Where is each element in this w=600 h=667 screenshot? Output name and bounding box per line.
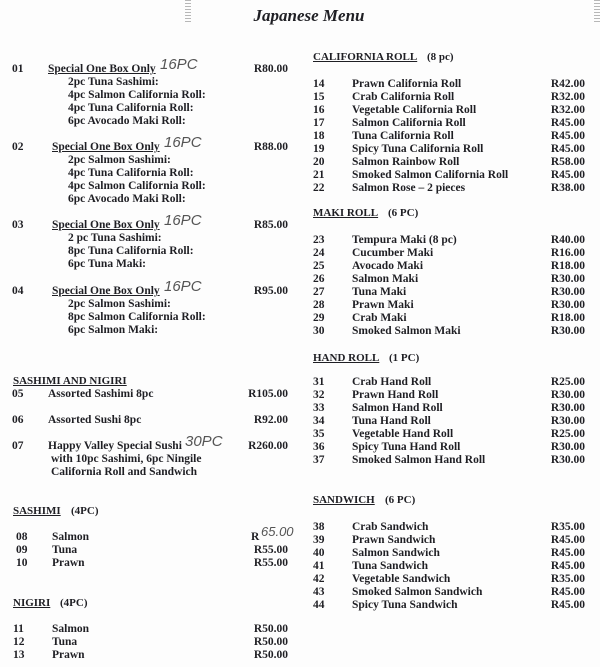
item-name: Spicy Tuna Sandwich	[352, 599, 458, 611]
item-name: Vegetable California Roll	[352, 104, 477, 116]
item-name: Vegetable Sandwich	[352, 573, 451, 585]
item-name: Prawn California Roll	[352, 78, 462, 90]
item-price: R25.00	[550, 428, 585, 440]
item-name: Salmon Maki	[352, 273, 419, 285]
section-pieces: (6 PC)	[388, 207, 419, 219]
item-price: R45.00	[550, 117, 585, 129]
item-price: R45.00	[550, 130, 585, 142]
special-line: 2pc Tuna Sashimi:	[68, 76, 159, 88]
item-number: 37	[313, 454, 325, 466]
item-name: Tuna Maki	[352, 286, 407, 298]
item-number: 09	[16, 544, 28, 556]
item-name: Prawn	[52, 649, 85, 661]
item-name: Tuna California Roll	[352, 130, 454, 142]
special-line: 2pc Salmon Sashimi:	[68, 154, 171, 166]
item-name: Tuna	[52, 636, 78, 648]
item-price: R25.00	[550, 376, 585, 388]
item-name: Prawn	[52, 557, 85, 569]
item-number: 04	[12, 285, 24, 297]
item-price: R92.00	[253, 414, 288, 426]
section-pieces: (1 PC)	[389, 352, 420, 364]
section-pieces: (6 PC)	[385, 494, 416, 506]
item-number: 16	[313, 104, 325, 116]
section-heading: HAND ROLL	[313, 352, 380, 364]
item-number: 36	[313, 441, 325, 453]
item-number: 01	[12, 63, 24, 75]
item-price: R45.00	[550, 599, 585, 611]
special-line: 4pc Salmon California Roll:	[68, 89, 206, 101]
special-title: Special One Box Only	[48, 63, 156, 75]
item-name: Avocado Maki	[352, 260, 424, 272]
item-number: 18	[313, 130, 325, 142]
item-number: 08	[16, 531, 28, 543]
item-number: 33	[313, 402, 325, 414]
handwritten-note: 16PC	[164, 134, 202, 151]
item-number: 13	[13, 649, 25, 661]
special-line: 2pc Salmon Sashimi:	[68, 298, 171, 310]
item-number: 12	[13, 636, 25, 648]
item-number: 20	[313, 156, 325, 168]
item-number: 07	[12, 440, 24, 452]
item-name: Spicy Tuna California Roll	[352, 143, 484, 155]
item-number: 42	[313, 573, 325, 585]
item-price: R30.00	[550, 299, 585, 311]
item-name: Crab Sandwich	[352, 521, 429, 533]
item-number: 25	[313, 260, 325, 272]
item-number: 43	[313, 586, 325, 598]
item-name: Prawn Sandwich	[352, 534, 436, 546]
special-title: Special One Box Only	[52, 285, 160, 297]
item-name: Salmon Rose – 2 pieces	[352, 182, 466, 194]
item-price: R45.00	[550, 534, 585, 546]
item-price: R55.00	[253, 544, 288, 556]
item-price: R30.00	[550, 402, 585, 414]
item-number: 11	[13, 623, 24, 635]
handwritten-note: 16PC	[164, 278, 202, 295]
item-price: R40.00	[550, 234, 585, 246]
item-price: R30.00	[550, 273, 585, 285]
special-title: Special One Box Only	[52, 141, 160, 153]
item-number: 17	[313, 117, 325, 129]
item-name: Smoked Salmon California Roll	[352, 169, 509, 181]
item-price: R	[251, 531, 260, 543]
item-number: 30	[313, 325, 325, 337]
special-line: 4pc Tuna California Roll:	[68, 102, 194, 114]
section-heading: SASHIMI	[13, 505, 61, 517]
special-line: 6pc Avocado Maki Roll:	[68, 115, 186, 127]
item-price: R32.00	[550, 104, 585, 116]
item-price: R45.00	[550, 169, 585, 181]
item-number: 28	[313, 299, 325, 311]
item-number: 14	[313, 78, 325, 90]
item-name: Prawn Maki	[352, 299, 414, 311]
item-number: 38	[313, 521, 325, 533]
item-price: R30.00	[550, 441, 585, 453]
item-number: 27	[313, 286, 325, 298]
page-title: Japanese Menu	[253, 6, 365, 25]
item-number: 31	[313, 376, 325, 388]
item-price: R45.00	[550, 560, 585, 572]
item-price: R30.00	[550, 415, 585, 427]
item-name: Salmon Rainbow Roll	[352, 156, 460, 168]
item-line: California Roll and Sandwich	[51, 466, 198, 478]
handwritten-price: 65.00	[261, 524, 294, 539]
item-price: R95.00	[253, 285, 288, 297]
item-price: R45.00	[550, 547, 585, 559]
item-name: Smoked Salmon Hand Roll	[352, 454, 486, 466]
item-price: R30.00	[550, 286, 585, 298]
item-price: R30.00	[550, 389, 585, 401]
item-name: Smoked Salmon Maki	[352, 325, 461, 337]
item-number: 22	[313, 182, 325, 194]
item-name: Crab Hand Roll	[352, 376, 432, 388]
item-number: 05	[12, 388, 24, 400]
item-name: Assorted Sashimi 8pc	[48, 388, 154, 400]
item-price: R45.00	[550, 143, 585, 155]
special-line: 8pc Tuna California Roll:	[68, 245, 194, 257]
item-price: R105.00	[248, 388, 288, 400]
item-number: 06	[12, 414, 24, 426]
special-line: 8pc Salmon California Roll:	[68, 311, 206, 323]
item-number: 41	[313, 560, 325, 572]
section-heading: CALIFORNIA ROLL	[313, 51, 418, 63]
item-price: R30.00	[550, 454, 585, 466]
item-name: Tempura Maki (8 pc)	[352, 234, 457, 246]
item-name: Salmon California Roll	[352, 117, 466, 129]
item-price: R50.00	[253, 623, 288, 635]
item-price: R38.00	[550, 182, 585, 194]
item-price: R18.00	[550, 312, 585, 324]
item-price: R30.00	[550, 325, 585, 337]
special-line: 6pc Avocado Maki Roll:	[68, 193, 186, 205]
item-name: Salmon Sandwich	[352, 547, 440, 559]
section-heading: MAKI ROLL	[313, 207, 379, 219]
item-number: 40	[313, 547, 325, 559]
item-name: Assorted Sushi 8pc	[48, 414, 142, 426]
special-line: 4pc Tuna California Roll:	[68, 167, 194, 179]
item-number: 15	[313, 91, 325, 103]
item-name: Salmon Hand Roll	[352, 402, 443, 414]
item-price: R260.00	[248, 440, 288, 452]
item-price: R85.00	[253, 219, 288, 231]
handwritten-note: 16PC	[160, 56, 198, 73]
item-name: Salmon	[52, 531, 90, 543]
special-title: Special One Box Only	[52, 219, 160, 231]
section-heading: NIGIRI	[13, 597, 51, 609]
section-heading: SANDWICH	[313, 494, 375, 506]
item-number: 34	[313, 415, 325, 427]
item-number: 02	[12, 141, 24, 153]
item-price: R42.00	[550, 78, 585, 90]
handwritten-note: 16PC	[164, 212, 202, 229]
item-name: Happy Valley Special Sushi	[48, 440, 182, 452]
item-price: R18.00	[550, 260, 585, 272]
item-number: 10	[16, 557, 28, 569]
item-number: 03	[12, 219, 24, 231]
section-heading: SASHIMI AND NIGIRI	[13, 375, 127, 387]
section-pieces: (4PC)	[71, 505, 99, 517]
item-price: R58.00	[550, 156, 585, 168]
handwritten-note: 30PC	[185, 433, 223, 450]
special-line: 4pc Salmon California Roll:	[68, 180, 206, 192]
item-number: 32	[313, 389, 325, 401]
item-price: R35.00	[550, 521, 585, 533]
item-name: Crab Maki	[352, 312, 407, 324]
item-price: R55.00	[253, 557, 288, 569]
special-line: 6pc Salmon Maki:	[68, 324, 159, 336]
item-price: R32.00	[550, 91, 585, 103]
item-price: R45.00	[550, 586, 585, 598]
special-line: 2 pc Tuna Sashimi:	[68, 232, 162, 244]
item-number: 19	[313, 143, 325, 155]
special-line: 6pc Tuna Maki:	[68, 258, 146, 270]
item-price: R35.00	[550, 573, 585, 585]
item-number: 26	[313, 273, 325, 285]
item-name: Tuna Sandwich	[352, 560, 428, 572]
item-name: Salmon	[52, 623, 90, 635]
item-name: Smoked Salmon Sandwich	[352, 586, 483, 598]
item-number: 35	[313, 428, 325, 440]
section-pieces: (8 pc)	[427, 51, 454, 63]
item-name: Tuna	[52, 544, 78, 556]
item-name: Prawn Hand Roll	[352, 389, 439, 401]
item-price: R80.00	[253, 63, 288, 75]
item-name: Cucumber Maki	[352, 247, 434, 259]
item-number: 21	[313, 169, 325, 181]
item-price: R50.00	[253, 649, 288, 661]
section-pieces: (4PC)	[60, 597, 88, 609]
item-number: 24	[313, 247, 325, 259]
item-number: 29	[313, 312, 325, 324]
item-price: R50.00	[253, 636, 288, 648]
item-number: 44	[313, 599, 325, 611]
item-number: 39	[313, 534, 325, 546]
item-name: Crab California Roll	[352, 91, 455, 103]
item-name: Spicy Tuna Hand Roll	[352, 441, 461, 453]
item-line: with 10pc Sashimi, 6pc Ningile	[51, 453, 202, 465]
item-number: 23	[313, 234, 325, 246]
item-name: Tuna Hand Roll	[352, 415, 431, 427]
item-price: R16.00	[550, 247, 585, 259]
item-price: R88.00	[253, 141, 288, 153]
item-name: Vegetable Hand Roll	[352, 428, 454, 440]
